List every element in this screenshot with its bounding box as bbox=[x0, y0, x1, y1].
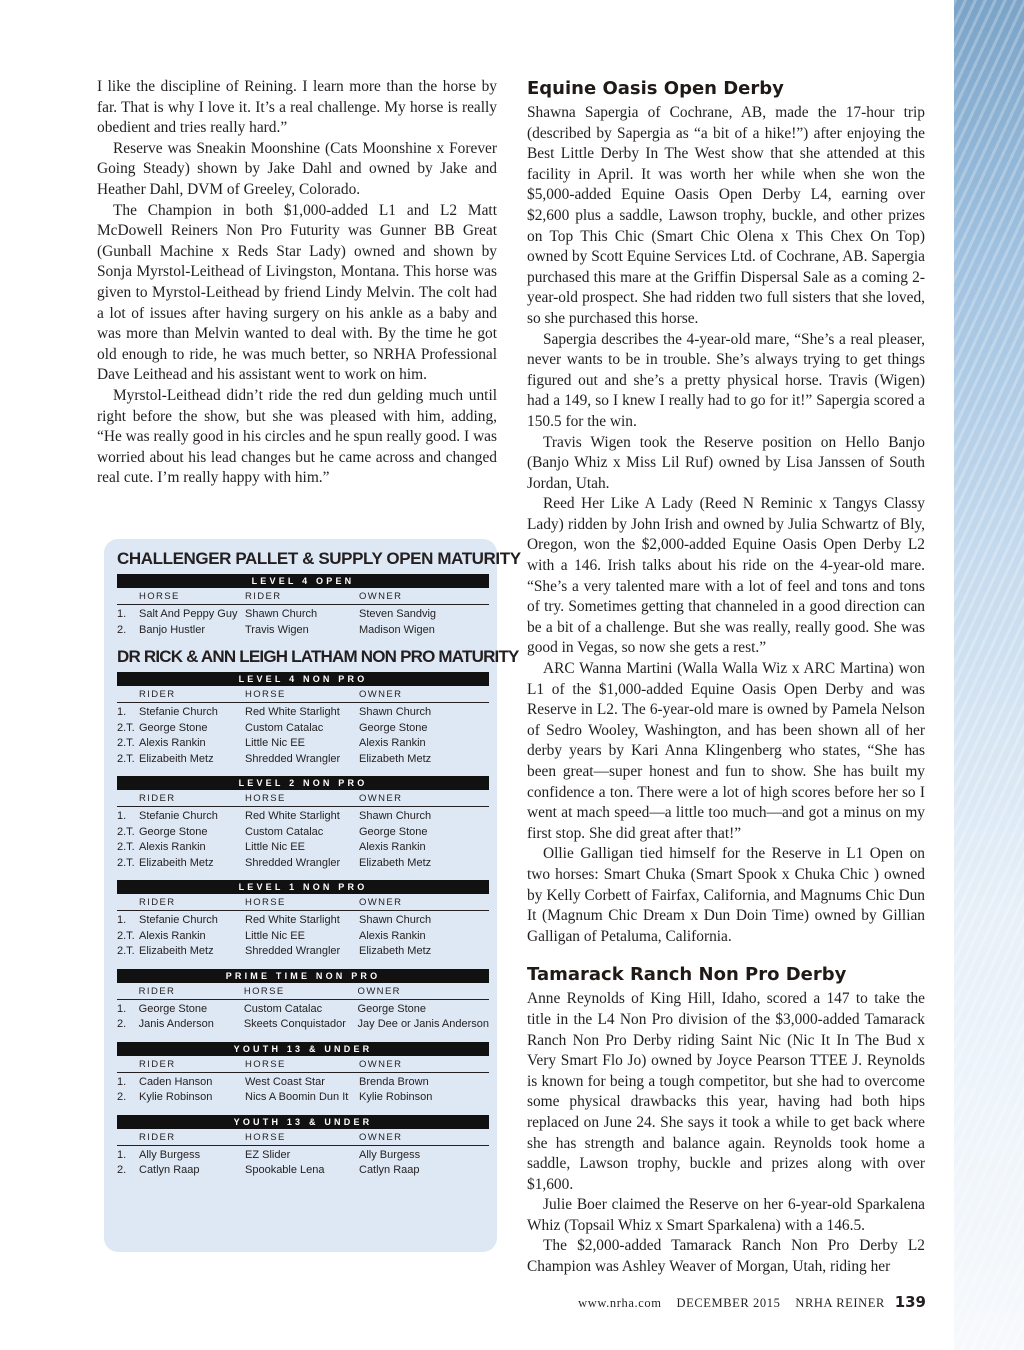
column-header: OWNER bbox=[359, 588, 489, 605]
owner: Madison Wigen bbox=[359, 623, 435, 636]
results-section bbox=[117, 880, 489, 960]
section-heading: Tamarack Ranch Non Pro Derby bbox=[527, 964, 847, 986]
results-table bbox=[117, 1129, 489, 1179]
table-row bbox=[117, 999, 489, 1017]
results-section bbox=[117, 1042, 489, 1106]
placing: 2.T. bbox=[117, 856, 135, 869]
table-row bbox=[117, 944, 489, 960]
table-row bbox=[117, 1145, 489, 1163]
table-row bbox=[117, 703, 489, 721]
table-row bbox=[117, 1090, 489, 1106]
column-header: RIDER bbox=[139, 983, 244, 1000]
owner: Ally Burgess bbox=[359, 1148, 421, 1161]
table-row bbox=[117, 825, 489, 841]
table-row bbox=[117, 1017, 489, 1033]
horse: Salt And Peppy Guy bbox=[139, 608, 238, 620]
table-row bbox=[117, 605, 489, 623]
table-row bbox=[117, 1163, 489, 1179]
section-heading: Equine Oasis Open Derby bbox=[527, 78, 784, 99]
owner: Elizabeth Metz bbox=[359, 945, 432, 957]
placing: 1. bbox=[117, 810, 127, 822]
rider: Caden Hanson bbox=[139, 1075, 213, 1088]
column-header: HORSE bbox=[245, 686, 359, 703]
owner: Steven Sandvig bbox=[359, 608, 437, 620]
article-paragraph: Shawna Sapergia of Cochrane, AB, made the 17-hour trip (described by Sapergia as “a bit of a hike!”) after enjoying the Best Little Derby In The West show that she attended at this facility in April. It was worth her while when she won the $5,000-added Equine Oasis Open Derby L4, earning over $2,600 plus a saddle, Lawson trophy, buckle, and other prizes on Top This Chic (Smart Chic Olena x This Chex On Top) owned by Scott Equine Services Ltd. of Cochrane, AB. Sapergia purchased this mare at the Griffin Dispersal Sale as a coming 2-year-old prospect. She had ridden two full sisters that she loved, so she purchased this horse. bbox=[527, 104, 925, 327]
right-article-column bbox=[527, 77, 925, 1278]
article-paragraph: Ollie Galligan tied himself for the Reserve in L1 Open on two horses: Smart Chuka (Smart Spook x Chuka Chic ) owned by Kelly Corbett of Fairfax, California, and Magnums Chic Dun It (Magnum Chic Dream x Dun Doin Time) owned by Gillian Galligan of Petaluma, California. bbox=[527, 845, 925, 945]
table-row bbox=[117, 1072, 489, 1090]
horse: Little Nic EE bbox=[245, 737, 305, 749]
placing: 2.T. bbox=[117, 945, 135, 957]
owner: Shawn Church bbox=[359, 706, 432, 718]
results-section bbox=[117, 776, 489, 871]
placing: 2.T. bbox=[117, 825, 135, 838]
column-header: OWNER bbox=[358, 983, 489, 1000]
rider: Catlyn Raap bbox=[139, 1164, 200, 1176]
owner: Elizabeth Metz bbox=[359, 856, 432, 869]
owner: Shawn Church bbox=[359, 810, 432, 822]
owner: George Stone bbox=[359, 721, 428, 734]
table-row bbox=[117, 856, 489, 872]
rider: Elizabeith Metz bbox=[139, 856, 214, 869]
horse: Red White Starlight bbox=[245, 914, 340, 926]
results-table bbox=[117, 790, 489, 871]
results-sidebar-box bbox=[104, 539, 521, 1252]
column-header: HORSE bbox=[139, 588, 245, 605]
rider: George Stone bbox=[139, 825, 208, 838]
rider: Stefanie Church bbox=[139, 914, 218, 926]
decorative-edge-strip bbox=[954, 0, 1024, 1350]
owner: Alexis Rankin bbox=[359, 737, 426, 749]
horse: Shredded Wrangler bbox=[245, 856, 341, 869]
level-band: LEVEL 4 OPEN bbox=[117, 574, 489, 588]
level-band: YOUTH 13 & UNDER bbox=[117, 1115, 489, 1129]
column-header: RIDER bbox=[139, 1056, 245, 1073]
page-footer bbox=[560, 1293, 926, 1311]
table-row bbox=[117, 807, 489, 825]
article-paragraph: Reserve was Sneakin Moonshine (Cats Moonshine x Forever Going Steady) shown by Jake Dahl and owned by Jake and Heather Dahl, DVM of Greeley, Colorado. bbox=[97, 139, 497, 198]
horse: Skeets Conquistador bbox=[243, 1018, 346, 1030]
rider: George Stone bbox=[139, 721, 208, 734]
footer-issue: DECEMBER 2015 bbox=[676, 1296, 781, 1310]
column-header: HORSE bbox=[244, 983, 358, 1000]
table-row bbox=[117, 623, 489, 639]
rider: George Stone bbox=[138, 1002, 208, 1015]
column-header: OWNER bbox=[359, 1056, 489, 1073]
level-band: PRIME TIME NON PRO bbox=[117, 969, 489, 983]
page-number: 139 bbox=[894, 1293, 926, 1311]
table-header-row bbox=[117, 686, 489, 703]
column-header: HORSE bbox=[245, 894, 359, 911]
horse: Nics A Boomin Dun It bbox=[245, 1091, 349, 1103]
footer-url: www.nrha.com bbox=[578, 1296, 662, 1310]
rider: Alexis Rankin bbox=[139, 929, 206, 942]
results-table bbox=[117, 588, 489, 638]
rider: Alexis Rankin bbox=[139, 737, 206, 749]
rider: Janis Anderson bbox=[138, 1018, 214, 1030]
table-header-row bbox=[117, 1129, 489, 1146]
owner: Catlyn Raap bbox=[359, 1164, 420, 1176]
placing: 1. bbox=[117, 706, 127, 718]
table-row bbox=[117, 752, 489, 768]
placing: 1. bbox=[117, 608, 127, 620]
rider: Alexis Rankin bbox=[139, 841, 206, 853]
column-header: HORSE bbox=[245, 1129, 359, 1146]
table-header-row bbox=[117, 588, 489, 605]
table-row bbox=[117, 721, 489, 737]
owner: Kylie Robinson bbox=[359, 1091, 433, 1103]
event2-sections bbox=[117, 672, 489, 1179]
owner: George Stone bbox=[359, 825, 428, 838]
placing: 2.T. bbox=[117, 737, 135, 749]
horse: Little Nic EE bbox=[245, 929, 305, 942]
placing: 2.T. bbox=[117, 752, 135, 765]
article-paragraph: Reed Her Like A Lady (Reed N Reminic x Tangys Classy Lady) ridden by John Irish and owned by Julia Schwartz of Bly, Oregon, won the $2,000-added Equine Oasis Open Derby L2 with a 146. Irish talks about his ride on the 4-year-old mare. “She’s a very talented mare with a lot of feel and tons and tons of try. Sometimes getting that channeled in a good direction can be a bit of a challenge. But she was really, really good. She was good in Vegas, so now she gets a rest.” bbox=[527, 495, 925, 657]
left-article-column bbox=[97, 77, 497, 489]
article-paragraph: Julie Boer claimed the Reserve on her 6-year-old Sparkalena Whiz (Topsail Whiz x Smart Sparkalena) with a 146.5. bbox=[527, 1196, 925, 1234]
placing: 2. bbox=[117, 1164, 127, 1176]
table-row bbox=[117, 929, 489, 945]
results-section bbox=[117, 672, 489, 767]
article-paragraph: Sapergia describes the 4-year-old mare, “She’s a real pleaser, never wants to be in trouble. She’s always trying to get things figured out and she’s a pretty physical horse. Travis (Wigen) had a 149, so I knew I really had to go for it!” Sapergia scored a 150.5 for the win. bbox=[527, 330, 925, 430]
placing: 1. bbox=[117, 1002, 127, 1015]
placing: 2.T. bbox=[117, 929, 135, 942]
horse: Banjo Hustler bbox=[139, 623, 206, 636]
article-paragraph: The Champion in both $1,000-added L1 and L2 Matt McDowell Reiners Non Pro Futurity was Gunner BB Great (Gunball Machine x Reds Star Lady) owned and shown by Sonja Myrstol-Leithead of Livingston, Montana. This horse was given to Myrstol-Leithead by friend Lindy Melvin. The colt had a lot of issues after having surgery on his ankle as a baby and was more than Melvin wanted to deal with. By the time he got old enough to ride, he was much better, so NRHA Professional Dave Leithead and his assistant went to work on him. bbox=[97, 201, 497, 384]
rider: Kylie Robinson bbox=[139, 1091, 213, 1103]
horse: Shredded Wrangler bbox=[245, 945, 341, 957]
owner: George Stone bbox=[357, 1002, 427, 1015]
column-header: OWNER bbox=[359, 894, 489, 911]
article-paragraph: Travis Wigen took the Reserve position on Hello Banjo (Banjo Whiz x Miss Lil Ruf) owned by Lisa Janssen of South Jordan, Utah. bbox=[527, 433, 925, 492]
column-header: HORSE bbox=[245, 790, 359, 807]
level-band: LEVEL 1 NON PRO bbox=[117, 880, 489, 894]
column-header: RIDER bbox=[139, 1129, 245, 1146]
level-band: LEVEL 4 NON PRO bbox=[117, 672, 489, 686]
rider: Travis Wigen bbox=[245, 623, 309, 636]
placing: 1. bbox=[117, 1148, 127, 1161]
placing: 2. bbox=[117, 1091, 127, 1103]
level-band: LEVEL 2 NON PRO bbox=[117, 776, 489, 790]
column-header: RIDER bbox=[139, 686, 245, 703]
placing: 1. bbox=[117, 914, 127, 926]
horse: Red White Starlight bbox=[245, 810, 340, 822]
horse: Little Nic EE bbox=[245, 841, 305, 853]
horse: Spookable Lena bbox=[245, 1164, 325, 1176]
horse: EZ Slider bbox=[245, 1148, 291, 1161]
table-row bbox=[117, 911, 489, 929]
horse: Custom Catalac bbox=[245, 825, 324, 838]
rider: Shawn Church bbox=[245, 608, 318, 620]
placing: 1. bbox=[117, 1075, 127, 1088]
table-header-row bbox=[117, 983, 489, 1000]
results-section bbox=[117, 969, 489, 1033]
results-table bbox=[117, 686, 489, 767]
table-header-row bbox=[117, 790, 489, 807]
rider: Stefanie Church bbox=[139, 706, 218, 718]
horse: West Coast Star bbox=[245, 1075, 325, 1088]
owner: Alexis Rankin bbox=[359, 841, 426, 853]
article-paragraph: I like the discipline of Reining. I learn more than the horse by far. That is why I love it. It’s a real challenge. My horse is really obedient and tries really hard.” bbox=[97, 78, 497, 137]
article-paragraph: Myrstol-Leithead didn’t ride the red dun gelding much until right before the show, but she was pleased with him, adding, “He was really good in his circles and he spun really good. I was worried about his lead changes but he came across and changed real cute. I’m really happy with him.” bbox=[97, 386, 497, 487]
horse: Custom Catalac bbox=[243, 1002, 323, 1015]
column-header: HORSE bbox=[245, 1056, 359, 1073]
event-title: DR RICK & ANN LEIGH LATHAM NON PRO MATURITY bbox=[117, 647, 519, 666]
level-band: YOUTH 13 & UNDER bbox=[117, 1042, 489, 1056]
table-row bbox=[117, 736, 489, 752]
rider: Elizabeith Metz bbox=[139, 752, 214, 765]
article-paragraph: ARC Wanna Martini (Walla Walla Wiz x ARC Martina) won L1 of the $1,000-added Equine Oasis Open Derby and was Reserve in L2. The 6-year-old mare is owned by Pamela Nelson of Sedro Wooley, Washington, and has been shown all of her derby years by Kari Anna Klingenberg who states, “She has been great—super honest and fun to show. She has built my confidence a ton. There were a lot of high scores before her so I went at mach speed—a little too much—and got a minus on my first stop. She did great after that!” bbox=[527, 660, 925, 842]
rider: Ally Burgess bbox=[139, 1148, 201, 1161]
footer-magazine: NRHA REINER bbox=[795, 1296, 885, 1310]
column-header: RIDER bbox=[139, 894, 245, 911]
table-header-row bbox=[117, 894, 489, 911]
rider: Stefanie Church bbox=[139, 810, 218, 822]
event-title: CHALLENGER PALLET & SUPPLY OPEN MATURITY bbox=[117, 549, 521, 568]
placing: 2.T. bbox=[117, 721, 135, 734]
column-header: OWNER bbox=[359, 1129, 489, 1146]
results-table bbox=[117, 983, 489, 1033]
column-header: OWNER bbox=[359, 790, 489, 807]
table-row bbox=[117, 840, 489, 856]
results-section bbox=[117, 574, 489, 638]
results-section bbox=[117, 1115, 489, 1179]
table-header-row bbox=[117, 1056, 489, 1073]
horse: Red White Starlight bbox=[245, 706, 340, 718]
owner: Elizabeth Metz bbox=[359, 752, 432, 765]
owner: Alexis Rankin bbox=[359, 929, 426, 942]
placing: 2. bbox=[117, 1018, 127, 1030]
horse: Shredded Wrangler bbox=[245, 752, 341, 765]
article-paragraph: Anne Reynolds of King Hill, Idaho, scored a 147 to take the title in the L4 Non Pro division of the $3,000-added Tamarack Ranch Non Pro Derby riding Saint Nic (Nic It In The Bud x Very Smart Flo Jo) owned by Joyce Pearson TTEE J. Reynolds is known for being a tough competitor, but she had to overcome some physical drawbacks this year, having had both hips replaced on June 24. She says it took a while to get back where she has strength and balance again. Reynolds took home a saddle, Lawson trophy, buckle and prizes along with over $1,600. bbox=[527, 990, 925, 1193]
results-table bbox=[117, 894, 489, 960]
horse: Custom Catalac bbox=[245, 721, 324, 734]
placing: 2.T. bbox=[117, 841, 135, 853]
owner: Jay Dee or Janis Anderson bbox=[357, 1018, 489, 1030]
article-paragraph: The $2,000-added Tamarack Ranch Non Pro Derby L2 Champion was Ashley Weaver of Morgan, Utah, riding her bbox=[527, 1237, 925, 1276]
column-header: RIDER bbox=[245, 588, 359, 605]
rider: Elizabeith Metz bbox=[139, 945, 214, 957]
owner: Brenda Brown bbox=[359, 1075, 429, 1088]
results-table bbox=[117, 1056, 489, 1106]
owner: Shawn Church bbox=[359, 914, 432, 926]
column-header: RIDER bbox=[139, 790, 245, 807]
column-header: OWNER bbox=[359, 686, 489, 703]
placing: 2. bbox=[117, 623, 127, 636]
